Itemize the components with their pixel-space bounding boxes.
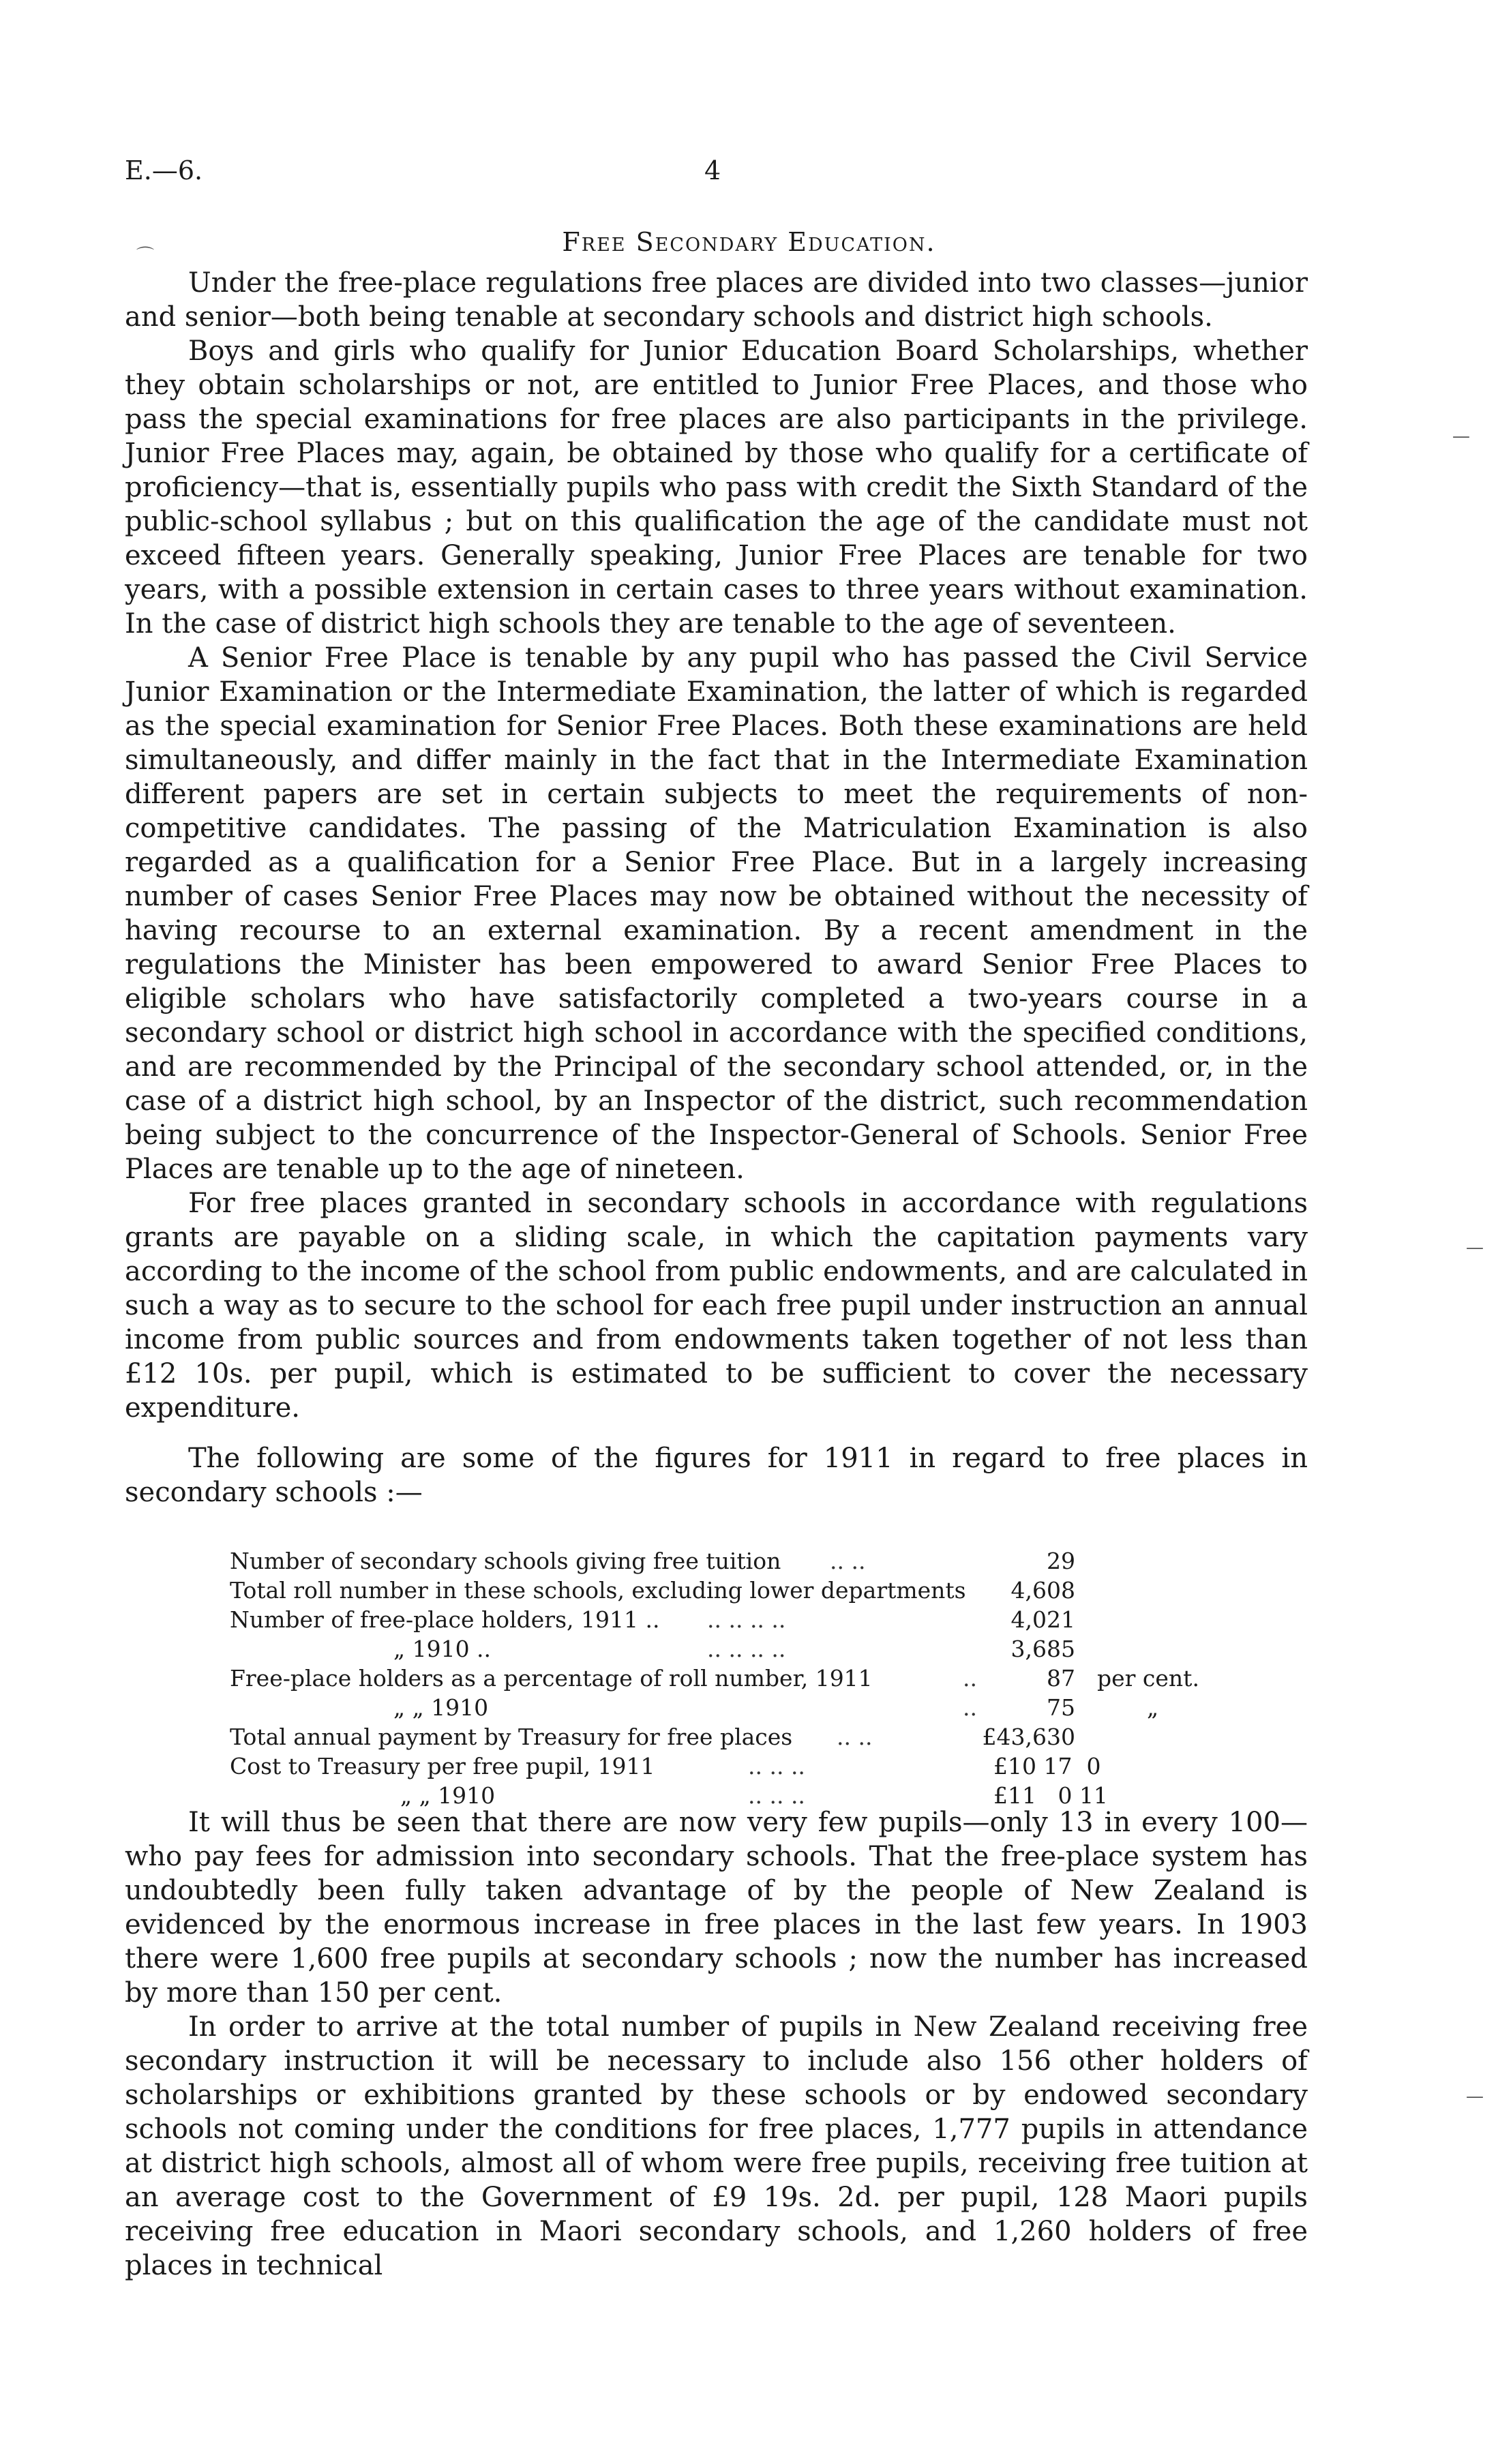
document-reference: E.—6. — [125, 155, 203, 185]
table-row — [230, 1605, 1253, 1634]
section-title-text: Free Secondary Education. — [562, 227, 936, 257]
row-value: £10 17 0 — [993, 1753, 1101, 1779]
row-leaders: .. — [963, 1694, 977, 1721]
row-unit: per cent. — [1097, 1665, 1199, 1692]
row-value: 75 — [1047, 1694, 1075, 1721]
paragraph: In order to arrive at the total number of pupils in New Zealand receiving free secondary instruction it will be necessary to include also 156 other holders of scholarships or exhibitions granted by these schools or by endowed secondary schools not coming under the conditions for free places, 1,777 pupils in attendance at district high schools, almost all of whom were free pupils, receiving free tuition at an average cost to the Government of £9 19s. 2d. per pupil, 128 Maori pupils receiving free education in Maori secondary schools, and 1,260 holders of free places in technical — [125, 2011, 1308, 2281]
paragraph: The following are some of the figures for 1911 in regard to free places in secondary schools :— — [125, 1443, 1308, 1508]
row-leaders: .. .. — [830, 1548, 866, 1574]
margin-mark: ⌒ — [136, 246, 155, 267]
row-value: £43,630 — [982, 1724, 1075, 1750]
section-title — [0, 227, 1498, 257]
row-value: 3,685 — [1010, 1636, 1075, 1662]
row-value: 87 — [1047, 1665, 1075, 1692]
table-row — [230, 1546, 1253, 1576]
body-text-bottom — [125, 1805, 1308, 2283]
page-header — [125, 155, 1308, 196]
table-row — [230, 1752, 1253, 1781]
row-leaders: .. — [963, 1665, 977, 1692]
paragraph: Boys and girls who qualify for Junior Education Board Scholarships, whether they obtain scholarships or not, are entitled to Junior Free Places, and those who pass the special examinations for free places are also participants in the privilege. Junior Free Places may, again, be obtained by those who qualify for a certificate of proficiency—that is, essentially pupils who pass with credit the Sixth Standard of the public-school syllabus ; but on this qualification the age of the candidate must not exceed fifteen years. Generally speaking, Junior Free Places are tenable for two years, with a possible extension in certain cases to three years without examination. In the case of district high schools they are tenable to the age of seventeen. — [125, 335, 1308, 640]
row-value: 29 — [1047, 1548, 1075, 1574]
row-leaders: .. .. .. — [748, 1753, 805, 1779]
page-number: 4 — [704, 155, 721, 185]
row-value: 4,021 — [1010, 1606, 1075, 1633]
row-label: „ „ 1910 — [400, 1782, 496, 1809]
figures-table — [230, 1546, 1253, 1810]
row-label: Total annual payment by Treasury for free places — [230, 1724, 793, 1750]
row-label: Cost to Treasury per free pupil, 1911 — [230, 1753, 655, 1779]
paragraph: A Senior Free Place is tenable by any pupil who has passed the Civil Service Junior Examination or the Intermediate Examination, the latter of which is regarded as the special examination for Senior Free Places. Both these examinations are held simultaneously, and differ mainly in the fact that in the Intermediate Examination different papers are set in certain subjects to meet the requirements of non-competitive candidates. The passing of the Matriculation Examination is also regarded as a qualification for a Senior Free Place. But in a largely increasing number of cases Senior Free Places may now be obtained without the necessity of having recourse to an external examination. By a recent amendment in the regulations the Minister has been empowered to award Senior Free Places to eligible scholars who have satisfactorily completed a two-years course in a secondary school or district high school in accordance with the specified conditions, and are recommended by the Principal of the secondary school attended, or, in the case of a district high school, by an Inspector of the district, such recommendation being subject to the concurrence of the Inspector-General of Schools. Senior Free Places are tenable up to the age of nineteen. — [125, 642, 1308, 1185]
paragraph: It will thus be seen that there are now very few pupils—only 13 in every 100—who pay fees for admission into secondary schools. That the free-place system has undoubtedly been fully taken advantage of by the people of New Zealand is evidenced by the enormous increase in free places in the last few years. In 1903 there were 1,600 free pupils at secondary schools ; now the number has increased by more than 150 per cent. — [125, 1807, 1308, 2009]
row-label: „ 1910 .. — [393, 1636, 492, 1662]
row-leaders: .. .. .. .. — [707, 1606, 786, 1633]
row-leaders: .. .. .. — [748, 1782, 805, 1809]
row-value: £11 0 11 — [993, 1782, 1108, 1809]
margin-mark: — — [1452, 426, 1470, 447]
paragraph: Under the free-place regulations free places are divided into two classes—junior and senior—both being tenable at secondary schools and district high schools. — [125, 267, 1308, 333]
margin-mark: — — [1466, 2086, 1484, 2107]
row-unit: „ — [1147, 1694, 1159, 1721]
row-label: Number of secondary schools giving free tuition — [230, 1548, 781, 1574]
table-row — [230, 1634, 1253, 1664]
paragraph: For free places granted in secondary schools in accordance with regulations grants are payable on a sliding scale, in which the capitation payments vary according to the income of the school from public endowments, and are calculated in such a way as to secure to the school for each free pupil under instruction an annual income from public sources and from endowments taken together of not less than £12 10s. per pupil, which is estimated to be sufficient to cover the necessary expenditure. — [125, 1188, 1308, 1424]
table-row — [230, 1576, 1253, 1605]
table-row — [230, 1722, 1253, 1752]
row-value: 4,608 — [1010, 1577, 1075, 1604]
row-label: Free-place holders as a percentage of roll number, 1911 — [230, 1665, 873, 1692]
row-leaders: .. .. — [837, 1724, 873, 1750]
table-row — [230, 1664, 1253, 1693]
body-text-top — [125, 266, 1308, 1509]
margin-mark: — — [1466, 1237, 1484, 1258]
row-label: Number of free-place holders, 1911 .. — [230, 1606, 660, 1633]
row-leaders: .. .. .. .. — [707, 1636, 786, 1662]
row-label: Total roll number in these schools, excluding lower departments — [230, 1577, 966, 1604]
table-row — [230, 1693, 1253, 1722]
row-label: „ „ 1910 — [393, 1694, 489, 1721]
